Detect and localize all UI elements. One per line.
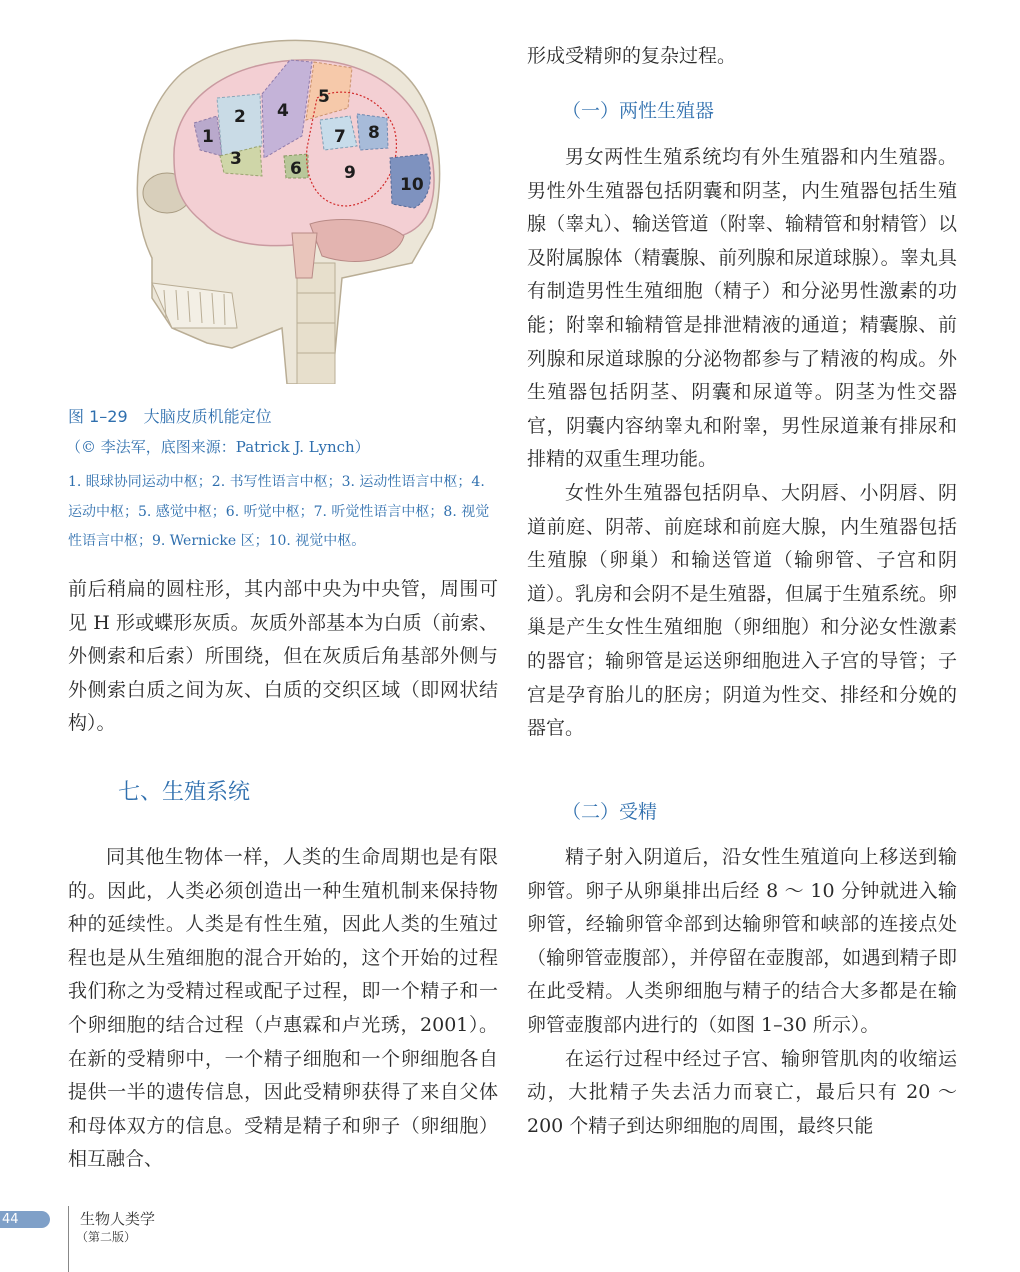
region-label-10: 10 [400,175,424,195]
book-edition: （第二版） [76,1230,137,1244]
region-label-5: 5 [318,87,330,107]
region-label-1: 1 [202,127,214,147]
paragraph: 在运行过程中经过子宫、输卵管肌肉的收缩运动，大批精子失去活力而衰亡，最后只有 20 ～ 200 个精子到达卵细胞的周围，最终只能 [527,1047,957,1137]
brain-cortex-figure [112,28,442,384]
right-subsection-2-text [527,841,957,1143]
paragraph: 精子射入阴道后，沿女性生殖道向上移送到输卵管。卵子从卵巢排出后经 8 ～ 10 分钟就进入输卵管，经输卵管伞部到达输卵管和峡部的连接点处（输卵管壶腹部），并停留在壶腹部，如遇到精子即在此受精。人类卵细胞与精子的结合大多都是在输卵管壶腹部内进行的（如图 1–30 所示）。 [527,846,957,1036]
footer-divider [68,1206,69,1272]
left-continued-paragraph [68,573,498,741]
paragraph: 前后稍扁的圆柱形，其内部中央为中央管，周围可见 H 形或蝶形灰质。灰质外部基本为白质（前索、外侧索和后索）所围绕，但在灰质后角基部外侧与外侧索白质之间为灰、白质的交织区域（即网状结构）。 [68,578,498,735]
region-label-7: 7 [334,127,346,147]
region-label-3: 3 [230,149,242,169]
paragraph: 女性外生殖器包括阴阜、大阴唇、小阴唇、阴道前庭、阴蒂、前庭球和前庭大腺，内生殖器包括生殖腺（卵巢）和输送管道（输卵管、子宫和阴道）。乳房和会阴不是生殖器，但属于生殖系统。卵巢是产生女性生殖细胞（卵细胞）和分泌女性激素的器官；输卵管是运送卵细胞进入子宫的导管；子宫是孕育胎儿的胚房；阴道为性交、排经和分娩的器官。 [527,481,957,740]
region-label-9: 9 [344,163,356,183]
page-number-tab: 44 [0,1211,50,1228]
subsection-heading-1: （一）两性生殖器 [562,100,715,122]
left-section-paragraph-block [68,841,498,1177]
figure-legend: 1. 眼球协同运动中枢；2. 书写性语言中枢；3. 运动性语言中枢；4. 运动中枢；5. 感觉中枢；6. 听觉中枢；7. 听觉性语言中枢；8. 视觉性语言中枢；9. Wernicke 区；10. 视觉中枢。 [68,474,490,549]
book-title: 生物人类学 [80,1210,156,1228]
right-continued-line [527,40,957,74]
region-label-2: 2 [234,107,246,127]
paragraph: 形成受精卵的复杂过程。 [527,45,737,67]
figure-caption-credit: （© 李法军，底图来源：Patrick J. Lynch） [66,438,370,456]
region-label-6: 6 [290,159,302,179]
section-heading: 七、生殖系统 [118,780,251,805]
figure-caption-title: 图 1–29 大脑皮质机能定位 [68,407,272,426]
region-label-8: 8 [368,123,380,143]
paragraph: 同其他生物体一样，人类的生命周期也是有限的。因此，人类必须创造出一种生殖机制来保持物种的延续性。人类是有性生殖，因此人类的生殖过程也是从生殖细胞的混合开始的，这个开始的过程我们称之为受精过程或配子过程，即一个精子和一个卵细胞的结合过程（卢惠霖和卢光琇，2001）。在新的受精卵中，一个精子细胞和一个卵细胞各自提供一半的遗传信息，因此受精卵获得了来自父体和母体双方的信息。受精是精子和卵子（卵细胞）相互融合、 [68,846,498,1171]
right-subsection-1-text [527,141,957,746]
paragraph: 男女两性生殖系统均有外生殖器和内生殖器。男性外生殖器包括阴囊和阴茎，内生殖器包括生殖腺（睾丸）、输送管道（附睾、输精管和射精管）以及附属腺体（精囊腺、前列腺和尿道球腺）。睾丸具有制造男性生殖细胞（精子）和分泌男性激素的功能；附睾和输精管是排泄精液的通道；精囊腺、前列腺和尿道球腺的分泌物都参与了精液的构成。外生殖器包括阴茎、阴囊和尿道等。阴茎为性交器官，阴囊内容纳睾丸和附睾，男性尿道兼有排尿和排精的双重生理功能。 [527,146,957,471]
brain-skull-illustration [112,28,442,384]
subsection-heading-2: （二）受精 [562,801,658,823]
region-label-4: 4 [277,101,289,121]
